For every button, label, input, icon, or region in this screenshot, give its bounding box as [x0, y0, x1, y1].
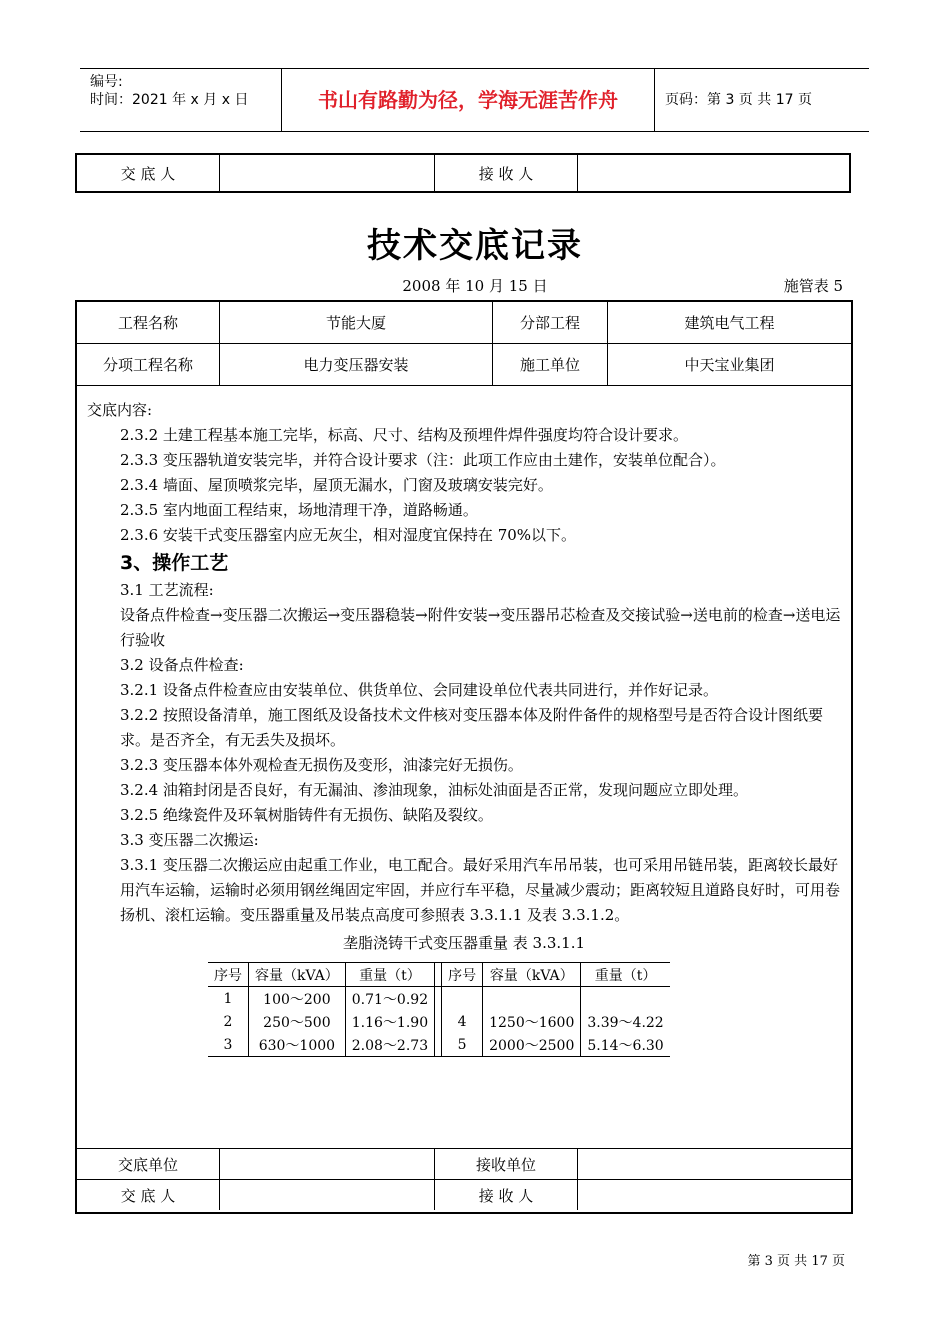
weight-table-caption: 垄脂浇铸干式变压器重量 表 3.3.1.1	[342, 934, 585, 952]
header-divider	[654, 69, 655, 131]
content-item: 2.3.6 安装干式变压器室内应无灰尘，相对湿度宜保持在 70%以下。	[120, 526, 577, 544]
receiver-field[interactable]	[578, 1180, 852, 1211]
table-gap	[435, 987, 442, 1011]
weight-table	[208, 962, 670, 1057]
table-cell: 5	[457, 1036, 467, 1053]
subsection-title: 3.2 设备点件检查:	[120, 656, 244, 674]
project-info-table	[77, 302, 851, 386]
record-frame	[75, 300, 853, 1214]
column-header: 序号	[208, 963, 249, 987]
subitem-label: 分项工程名称	[77, 344, 220, 386]
receiving-unit-field[interactable]	[578, 1149, 852, 1180]
table-cell: 2000～2500	[483, 1033, 581, 1057]
table-cell: 3	[223, 1036, 233, 1053]
division-value: 建筑电气工程	[608, 302, 852, 344]
column-header: 容量（kVA）	[483, 963, 581, 987]
column-header: 序号	[442, 963, 483, 987]
content-item: 3.2.2 按照设备清单，施工图纸及设备技术文件核对变压器本体及附件备件的规格型号是否符合设计图纸要求。是否齐全，有无丢失及损坏。	[120, 706, 823, 749]
subitem-value: 电力变压器安装	[220, 344, 493, 386]
content-item: 3.3.1 变压器二次搬运应由起重工作业，电工配合。最好采用汽车吊吊装，也可采用吊链吊装，距离较长最好用汽车运输，运输时必须用钢丝绳固定牢固，并应行车平稳，尽量减少震动；距离较短且道路良好时，可用卷扬机、滚杠运输。变压器重量及吊装点高度可参照表 3.3.1.1 及表 3.3.1.2。	[120, 856, 841, 924]
handover-content	[87, 398, 847, 928]
form-number: 施管表 5	[783, 277, 843, 295]
page-header	[80, 68, 869, 132]
content-item: 2.3.2 土建工程基本施工完毕，标高、尺寸、结构及预埋件焊件强度均符合设计要求。	[120, 426, 688, 444]
content-item: 2.3.3 变压器轨道安装完毕，并符合设计要求（注：此项工作应由土建作，安装单位配合）。	[120, 451, 726, 469]
subsection-title: 3.3 变压器二次搬运:	[120, 831, 259, 849]
handover-person-field[interactable]	[220, 154, 435, 192]
table-cell: 1250～1600	[483, 1010, 581, 1033]
table-gap	[435, 1033, 442, 1057]
handover-person-field[interactable]	[220, 1180, 435, 1211]
receiver-field[interactable]	[578, 154, 851, 192]
contractor-label: 施工单位	[493, 344, 608, 386]
handover-person-label: 交 底 人	[76, 154, 220, 192]
subsection-title: 3.1 工艺流程:	[120, 581, 214, 599]
header-meta	[90, 73, 248, 109]
column-header: 容量（kVA）	[249, 963, 346, 987]
content-item: 2.3.5 室内地面工程结束，场地清理干净，道路畅通。	[120, 501, 478, 519]
handover-unit-label: 交底单位	[77, 1149, 220, 1180]
contractor-value: 中天宝业集团	[608, 344, 852, 386]
content-item: 3.2.5 绝缘瓷件及环氧树脂铸件有无损伤、缺陷及裂纹。	[120, 806, 493, 824]
receiver-label: 接 收 人	[435, 154, 578, 192]
document-date: 2008 年 10 月 15 日	[402, 277, 548, 295]
table-gap	[435, 1010, 442, 1033]
table-cell	[442, 987, 483, 1011]
content-item: 3.2.1 设备点件检查应由安装单位、供货单位、会同建设单位代表共同进行，并作好记录。	[120, 681, 718, 699]
table-cell	[581, 987, 670, 1011]
top-signature-table	[75, 153, 851, 193]
bottom-signature-table	[77, 1148, 851, 1210]
table-cell: 250～500	[249, 1010, 346, 1033]
content-item: 2.3.4 墙面、屋顶喷浆完毕，屋顶无漏水，门窗及玻璃安装完好。	[120, 476, 553, 494]
receiver-label: 接 收 人	[435, 1180, 578, 1211]
content-item: 3.2.3 变压器本体外观检查无损伤及变形，油漆完好无损伤。	[120, 756, 523, 774]
table-cell: 0.71～0.92	[345, 987, 434, 1011]
table-cell: 630～1000	[249, 1033, 346, 1057]
section-heading: 3、操作工艺	[120, 552, 229, 574]
table-gap	[435, 963, 442, 987]
page-footer: 第 3 页 共 17 页	[747, 1254, 845, 1269]
header-page-info: 页码：第 3 页 共 17 页	[665, 92, 812, 108]
project-name-label: 工程名称	[77, 302, 220, 344]
table-cell: 2.08～2.73	[345, 1033, 434, 1057]
table-cell: 2	[223, 1013, 233, 1030]
table-cell: 4	[457, 1013, 467, 1030]
table-cell	[483, 987, 581, 1011]
project-name-value: 节能大厦	[220, 302, 493, 344]
handover-person-label: 交 底 人	[77, 1180, 220, 1211]
column-header: 重量（t）	[345, 963, 434, 987]
serial-label: 编号:	[90, 74, 123, 90]
handover-unit-field[interactable]	[220, 1149, 435, 1180]
column-header: 重量（t）	[581, 963, 670, 987]
division-label: 分部工程	[493, 302, 608, 344]
table-cell: 5.14～6.30	[581, 1033, 670, 1057]
content-item: 3.2.4 油箱封闭是否良好，有无漏油、渗油现象，油标处油面是否正常，发现问题应立即处理。	[120, 781, 748, 799]
table-cell: 1.16～1.90	[345, 1010, 434, 1033]
table-cell: 1	[223, 990, 233, 1007]
table-cell: 100～200	[249, 987, 346, 1011]
time-label: 时间：2021 年 x 月 x 日	[90, 92, 249, 108]
process-flow-text: 设备点件检查→变压器二次搬运→变压器稳装→附件安装→变压器吊芯检查及交接试验→送电前的检查→送电运行验收	[120, 606, 841, 649]
header-motto: 书山有路勤为径，学海无涯苦作舟	[318, 88, 618, 112]
receiving-unit-label: 接收单位	[435, 1149, 578, 1180]
table-cell: 3.39～4.22	[581, 1010, 670, 1033]
content-heading: 交底内容:	[87, 401, 153, 419]
document-title: 技术交底记录	[367, 226, 583, 266]
